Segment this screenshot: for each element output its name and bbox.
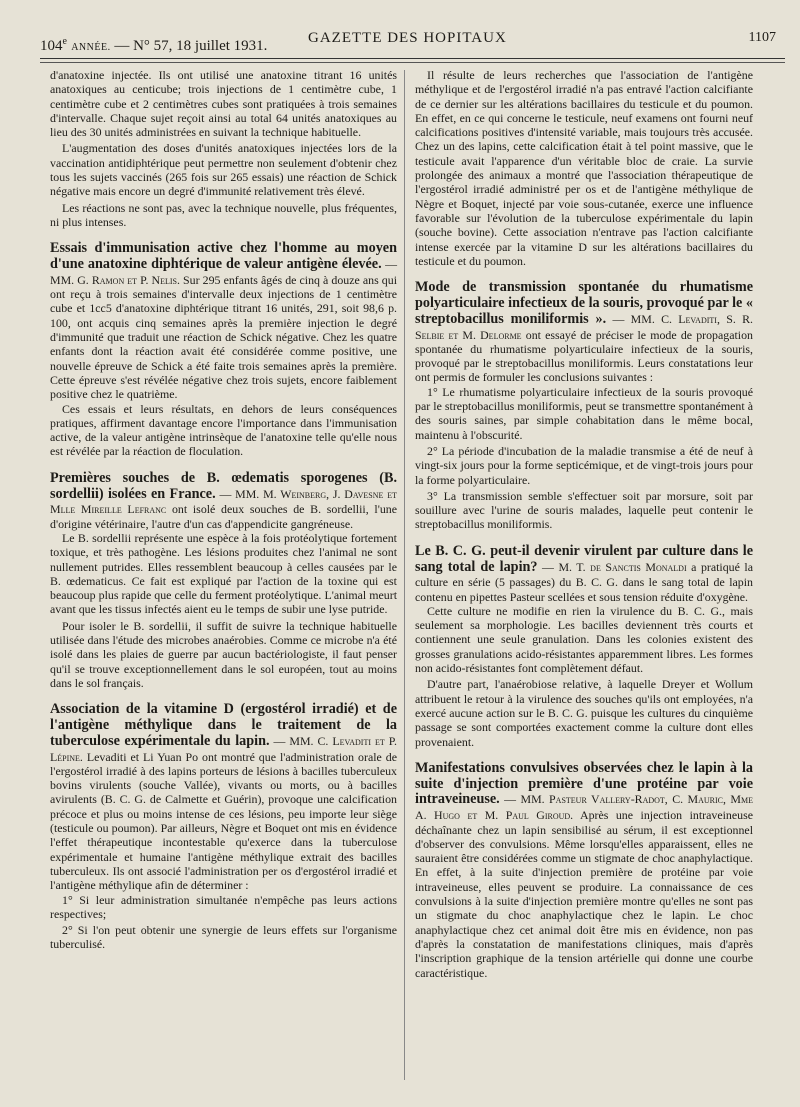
running-header — [40, 28, 776, 54]
annee-label: ANNÉE. — [71, 42, 111, 53]
list-item: 1° Si leur administration simultanée n'empêche pas leurs actions respectives; — [50, 892, 397, 921]
article-title: Essais d'immunisation active chez l'homme au moyen d'une anatoxine diphtérique de valeur antigène élevée. — [50, 240, 397, 273]
article-vitamine-d — [50, 702, 397, 952]
article-title: Association de la vitamine D (ergostérol irradié) et de l'antigène méthylique dans le traitement de la tuberculose expérimentale du lapin. — [50, 701, 397, 749]
paragraph: Cette culture ne modifie en rien la virulence du B. C. G., mais seulement sa morphologie. Les bacilles deviennent très courts et contiennent une seule granulation. Dans les colonies existent des grosses granulations acido-résistantes apparemment libres. Les formes non acido-résistantes font complètement défaut. — [415, 603, 753, 676]
article-authors: — MM. G. Ramon et P. Nelis. — [50, 257, 397, 287]
paragraph: Pour isoler le B. sordellii, il suffit de suivre la technique habituelle utilisée dans l'étude des microbes anaérobies. Comme ce microbe n'a été isolé dans les plaies de guerre par aucun bactériologiste, il faut penser qu'il se trouve exceptionnellement dans le sol européen, tout au moins dans le sol français. — [50, 618, 397, 690]
issue-number: 104 — [40, 38, 63, 54]
article-title: Manifestations convulsives observées chez le lapin à la suite d'injection première d'une protéine par voie intraveineuse. — [415, 759, 753, 808]
header-rule — [40, 58, 785, 59]
article-authors: — MM. C. Levaditi et P. Lépine. — [50, 733, 397, 764]
paragraph: Les réactions ne sont pas, avec la technique nouvelle, plus fréquentes, ni plus intenses. — [50, 200, 397, 229]
article-immunisation — [50, 241, 397, 458]
article-text: ont essayé de préciser le mode de propagation spontanée du rhumatisme polyarticulaire infectieux de la souris, provoqué par le streptobacillus moniliformis. Leurs constatations leur ont permis de formuler les conclusions suivantes : — [415, 327, 754, 385]
header-rule-2 — [40, 62, 785, 63]
article-convulsions — [415, 761, 753, 980]
paragraph: d'anatoxine injectée. Ils ont utilisé une anatoxine titrant 16 unités anatoxiques au centicube; trois injections de 1 centimètre cube, 1 centimètre cube et 2 centimètres cubes sont pratiquées à trois semaines d'intervalle. Chaque sujet reçoit ainsi au total 64 unités anatoxiques au lieu des 30 unités administrées en suivant la technique habituelle. — [50, 68, 397, 140]
paragraph: Il résulte de leurs recherches que l'association de l'antigène méthylique et de l'ergostérol irradié n'a pas entravé l'action calcifiante de ce dernier sur les altérations bacillaires du testicule et du poumon. En effet, en ce qui concerne le testicule, neuf examens ont fourni neuf calcifications positives d'intensité variable, mais toujours très accusée. Chez un des lapins, cette calcification était à tel point massive, que le testicule avait l'apparence d'un véritable bloc de craie. La survie prolongée des animaux a montré que l'association thérapeutique de l'ergostérol irradié administré per os et de l'antigène méthylique de Nègre et Boquet, injecté par voie sous-cutanée, exerce une influence favorable sur l'évolution de la tuberculose expérimentale du lapin (souche bovine). Cette association n'entrave pas l'action calcifiante intense exercée par la vitamine D sur les altérations bacillaires du testicule et du poumon. — [415, 68, 753, 268]
list-item: 2° La période d'incubation de la maladie transmise a été de neuf à vingt-six jours pour la forme septicémique, et de vingt-trois jours pour la forme polyarticulaire. — [415, 443, 753, 487]
right-column — [415, 68, 753, 980]
article-text: Sur 295 enfants âgés de cinq à douze ans qui ont reçu à trois semaines d'intervalle deux injections de 1 centimètre cube et 1cc5 d'anatoxine diphtérique titrant 16 unités, 291, soit 98,6 p. 100, ont acquis cinq semaines après la première injection le degré d'immunité que traduit une réaction de Schick négative. Chez les quatre enfants dont la réaction avait été considérée comme positive, une nouvelle épreuve de Schick a été faite trois semaines après la première. Cette épreuve s'est révélée négative chez trois sujets, encore faiblement positive chez le quatrième. — [50, 272, 398, 402]
article-authors: — MM. M. Weinberg, J. Davesne et Mlle Mireille Lefranc — [50, 486, 397, 517]
article-title: Mode de transmission spontanée du rhumatisme polyarticulaire infectieux de la souris, provoqué par le « streptobacillus moniliformis ». — [415, 279, 753, 327]
issue-date: — N° 57, 18 juillet 1931. — [114, 38, 268, 54]
article-rhumatisme — [415, 280, 753, 532]
article-text: Levaditi et Li Yuan Po ont montré que l'administration orale de l'ergostérol irradié à des lapins porteurs de lésions à bacilles tuberculeux bovins virulents (souche Vallée), vivants ou morts, ou à bacilles avirulents (B. C. G. de Calmette et Guérin), provoque une calcification précoce et plus ou moins intense de ces lésions, peu importe leur siège (testicule ou poumon). Par ailleurs, Nègre et Boquet ont mis en évidence l'effet thérapeutique incontestable qu'exerce dans la tuberculose expérimentale et humaine l'antigène méthylique extrait des bacilles tuberculeux. Ils ont associé l'administration per os d'ergostérol irradié et l'antigène méthylique afin de déterminer : — [50, 749, 397, 893]
column-divider — [404, 70, 405, 1080]
article-title: Le B. C. G. peut-il devenir virulent par culture dans le sang total de lapin? — [415, 542, 753, 575]
issue-sup: e — [62, 36, 68, 47]
left-column — [50, 68, 397, 954]
paragraph: Ces essais et leurs résultats, en dehors de leurs conséquences pratiques, affirment davantage encore l'importance dans l'immunisation active, de la valeur antigène intrinsèque de l'anatoxine telle qu'elle nous est révélée par la réaction de floculation. — [50, 401, 397, 459]
list-item: 2° Si l'on peut obtenir une synergie de leurs effets sur l'organisme tuberculisé. — [50, 923, 397, 952]
paragraph: L'augmentation des doses d'unités anatoxiques injectées lors de la vaccination antidiphtérique peut permettre non seulement d'obtenir chez tous les sujets vaccinés (265 fois sur 265 essais) une réaction de Schick négative mais encore un degré d'immunité relativement très élevé. — [50, 141, 397, 199]
article-authors: — M. T. de Sanctis Monaldi — [542, 559, 687, 574]
article-text: ont isolé deux souches de B. sordellii, l'une d'origine vétérinaire, l'autre d'un cas d'appendicite gangréneuse. — [50, 502, 398, 531]
article-text: a pratiqué la culture en série (5 passages) du B. C. G. dans le sang total de lapin contenu en pipettes Pasteur scellées et sous tension réduite d'oxygène. — [415, 559, 753, 604]
article-text: Après une injection intraveineuse déchaînante chez un lapin sensibilisé au sérum, il est exceptionnel d'observer des convulsions. Même lorsqu'elles apparaissent, elles ne sauraient être considérées comme un stigmate de choc anaphylactique. En effet, à la suite d'injection première de protéine par voie intraveineuse, elles peuvent se produire. La connaissance de ces convulsions à la suite d'injection première montre qu'elles ne sont pas un stigmate du choc anaphylactique chez le lapin. Le choc anaphylactique chez cet animal doit être mis en évidence, non pas d'après la constatation de manifestations cliniques, mais d'après l'inscription graphique de la tension artérielle qui donne une courbe caractéristique. — [415, 808, 753, 980]
list-item: 1° Le rhumatisme polyarticulaire infectieux de la souris provoqué par le streptobacillus moniliformis, peut se transmettre spontanément à des souris saines, par simple cohabitation dans le même bocal, maintenu à l'obscurité. — [415, 384, 753, 442]
page-number: 1107 — [748, 30, 776, 45]
journal-title: GAZETTE DES HOPITAUX — [308, 30, 507, 46]
article-title: Premières souches de B. œdematis sporogenes (B. sordellii) isolées en France. — [50, 469, 397, 502]
paragraph: D'autre part, l'anaérobiose relative, à laquelle Dreyer et Wollum attribuent le retour à la virulence des souches qu'ils ont employées, n'a exercé aucune action sur le B. C. G. puisque les cultures du cinquième passage se sont comportées exactement comme la culture dont elles provenaient. — [415, 677, 753, 749]
paragraph: Le B. sordellii représente une espèce à la fois protéolytique fortement toxique, et très pathogène. Les lésions produites chez l'animal ne sont nullement putrides. Elles ressemblent beaucoup à celles causées par le B. œdematicus. Ce fait est expliqué par l'action de la toxine qui est beaucoup plus rapide que celle du ferment protéolytique. L'animal meurt avant que les tissus infectés aient eu le temps de subir une lyse putride. — [50, 530, 397, 617]
article-authors: — MM. C. Levaditi, S. R. Selbie et M. Delorme — [415, 311, 753, 342]
list-item: 3° La transmission semble s'effectuer soit par morsure, soit par souillure avec l'urine de souris malades, laquelle peut contenir le streptobacillus moniliformis. — [415, 488, 753, 532]
article-authors: — MM. Pasteur Vallery-Radot, C. Mauric, Mme A. Hugo et M. Paul Giroud. — [415, 792, 753, 823]
article-bcg — [415, 544, 753, 749]
article-sordellii — [50, 471, 397, 690]
issue-info — [40, 36, 267, 55]
